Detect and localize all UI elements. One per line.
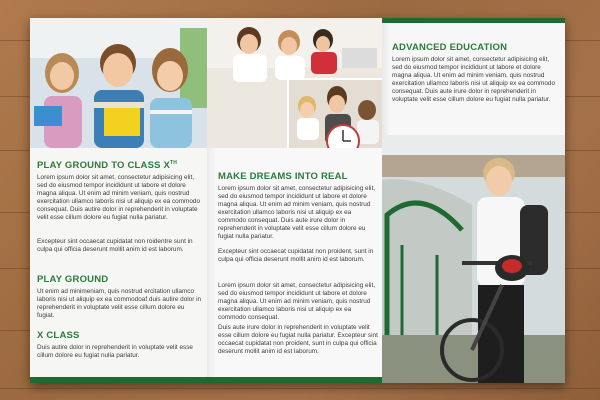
panel2-paragraph-4: Duis aute irure dolor in reprehenderit in voluptate velit esse cillum dolore eu fugiat nulla pariatur. Excepteur sint occaecat cupidatat non proident, sunt in culpa qui officia deserunt mollit anim id est laborum.	[218, 324, 378, 355]
heading-play-ground-to-class-x	[37, 160, 177, 171]
heading-play-ground: PLAY GROUND	[37, 274, 109, 285]
panel2-paragraph-1: Lorem ipsum dolor sit amet, consectetur adipisicing elit, sed do eiusmod tempor incididunt ut labore et dolore magna aliqua. Ut enim ad minim veniam, quis nostrud exercitation ullamco laboris nisi ut aliquip ex ea commodo consequat. Duis aute irure dolor in reprehenderit in voluptate velit esse cillum dolore eu fugiat nulla pariatur.	[218, 185, 375, 240]
heading-make-dreams-into-real: MAKE DREAMS INTO REAL	[218, 171, 348, 182]
trifold-brochure	[30, 18, 565, 383]
panel1-paragraph-1: Lorem ipsum dolor sit amet, consectetur adipisicing elit, sed do eiusmod tempor incididunt ut labore et dolore magna aliqua. Ut enim ad minim veniam, quis nostrud exercitation ullamco laboris nisi ut aliquip ex ea commodo consequat. Duis autire dolor in reprehenderit in voluptate velit esse cillum dolore eu fugiat nulla pariatur.	[37, 174, 201, 221]
classroom-illustration	[207, 18, 382, 148]
heading-text: PLAY GROUND TO CLASS X	[37, 160, 171, 172]
classroom-photo	[207, 18, 382, 148]
heading-superscript: TH	[170, 160, 178, 166]
heading-x-class: X CLASS	[37, 330, 80, 341]
bicycle-illustration	[382, 135, 565, 383]
panel2-paragraph-2: Excepteur sint occaecat cupidatat non proident, sunt in culpa qui officia deserunt mollit anim id est laborum.	[218, 248, 374, 263]
students-photo	[30, 18, 207, 148]
panel2-paragraph-3: Lorem ipsum dolor sit amet, consectetur adipisicing elit, sed do eiusmod tempor incididunt ut labore et dolore magna aliqua. Ut enim ad minim veniam, quis nostrud exercitation ullamco laboris nisi ut aliquip ex ea commodo consequat.	[218, 282, 375, 321]
top-accent-bar	[382, 18, 565, 23]
heading-advanced-education: ADVANCED EDUCATION	[392, 42, 508, 53]
panel1-paragraph-3: Ut enim ad minimeniam, quis nostrud ercitation ullamco laboris nisi ut aliquip ex ea commodoaf duis autire dolor in reprehenderit in voluptate velit esse cillum dolore eu fugiat.	[37, 288, 202, 319]
boy-with-bicycle-photo	[382, 135, 565, 383]
bottom-accent-bar	[30, 377, 382, 383]
panel1-paragraph-4: Duis autire dolor in reprehenderit in voluptate velit esse cillum dolore eu fugiat nulla pariatur.	[37, 344, 193, 359]
panel1-paragraph-2: Excepteur sint occaecat cupidatat non roidentre sunt in culpa qui officia deserunt mollit anim id est laborum.	[37, 238, 193, 253]
panel3-paragraph-1: Lorem ipsum dolor sit amet, consectetur adipisicing elit, sed do eiusmod tempor incididunt ut labore et dolore magna aliqua. Ut enim ad minim veniam, quis nostrud exercitation ullamco laboris nisi ut aliquip ex ea commodo consequat. Duis aute irure dolor in reprehenderit in voluptate velit esse cillum dolore eu fugiat nulla pariatur.	[392, 56, 556, 103]
students-illustration	[30, 18, 207, 148]
